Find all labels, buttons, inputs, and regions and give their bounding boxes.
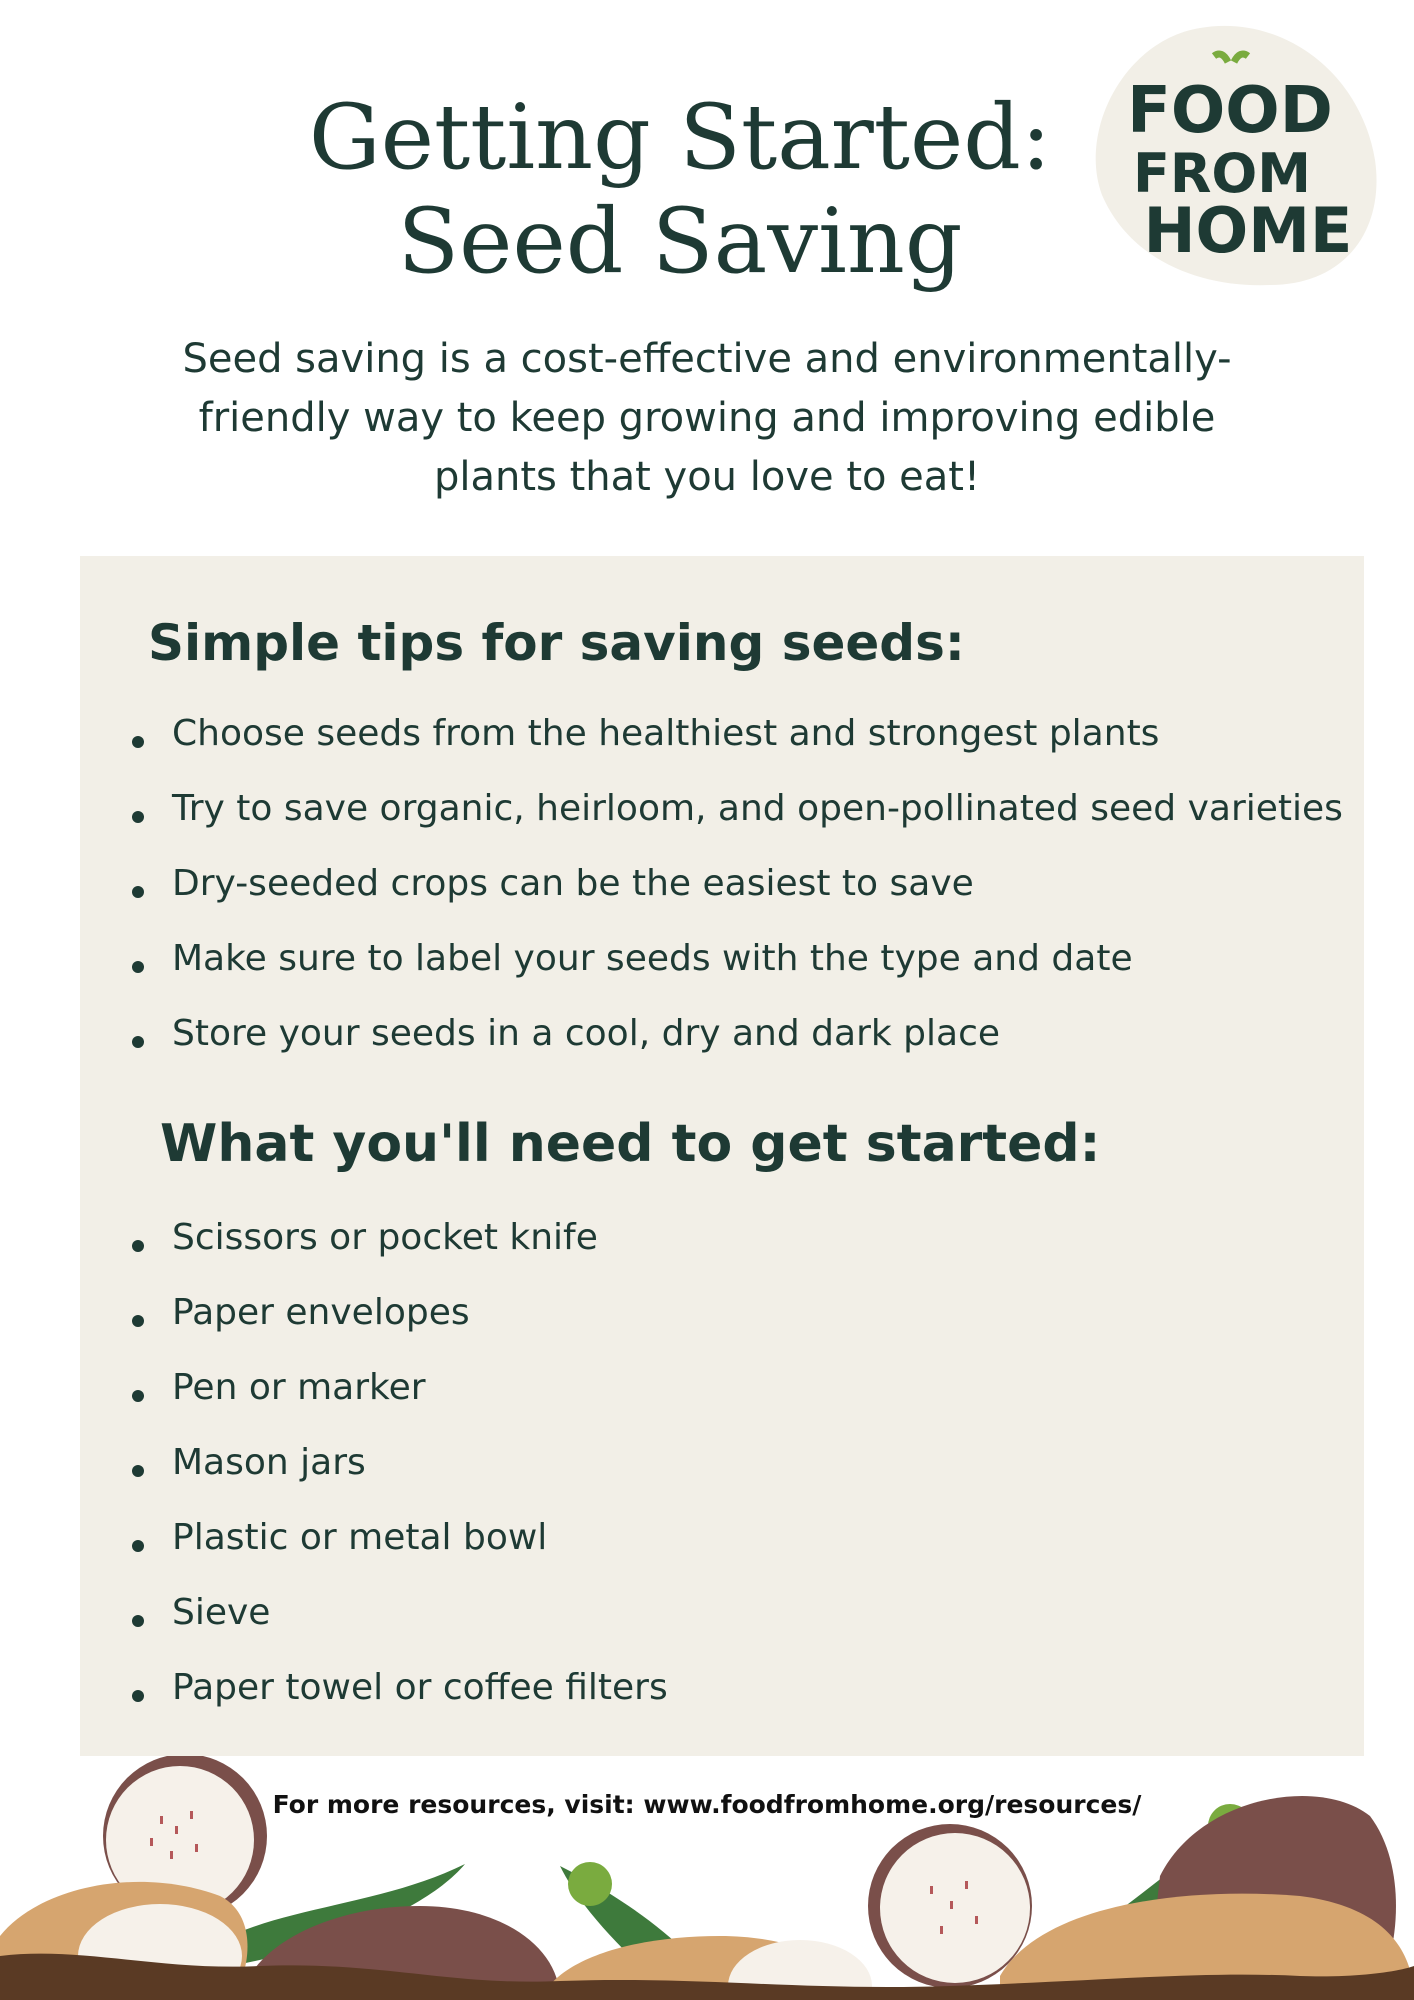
- list-item: Pen or marker: [130, 1358, 668, 1433]
- logo-word-food: FOOD: [1127, 74, 1333, 148]
- logo-word-home: HOME: [1143, 194, 1353, 267]
- list-item: Scissors or pocket knife: [130, 1208, 668, 1283]
- logo-word-from: FROM: [1132, 142, 1312, 205]
- list-item: Paper towel or coffee filters: [130, 1658, 668, 1733]
- list-item: Dry-seeded crops can be the easiest to save: [130, 854, 1343, 929]
- tips-list: [130, 704, 1343, 1079]
- supplies-heading: What you'll need to get started:: [160, 1114, 1101, 1174]
- resources-link[interactable]: www.foodfromhome.org/resources/: [643, 1790, 1142, 1819]
- food-from-home-logo: [1090, 20, 1380, 290]
- list-item: Choose seeds from the healthiest and strongest plants: [130, 704, 1343, 779]
- list-item: Paper envelopes: [130, 1283, 668, 1358]
- list-item: Sieve: [130, 1583, 668, 1658]
- list-item: Plastic or metal bowl: [130, 1508, 668, 1583]
- list-item: Mason jars: [130, 1433, 668, 1508]
- supplies-list: [130, 1208, 668, 1733]
- list-item: Try to save organic, heirloom, and open-pollinated seed varieties: [130, 779, 1343, 854]
- list-item: Store your seeds in a cool, dry and dark place: [130, 1004, 1343, 1079]
- tips-heading: Simple tips for saving seeds:: [148, 614, 965, 672]
- title-line-1: Getting Started:: [308, 85, 1052, 190]
- title-line-2: Seed Saving: [397, 189, 963, 294]
- resources-footer: [0, 1790, 1414, 1819]
- list-item: Make sure to label your seeds with the type and date: [130, 929, 1343, 1004]
- page-title: [180, 86, 1180, 294]
- resources-prefix: For more resources, visit:: [272, 1790, 644, 1819]
- intro-text: Seed saving is a cost-effective and environmentally-friendly way to keep growing and improving edible plants that you love to eat!: [182, 336, 1232, 500]
